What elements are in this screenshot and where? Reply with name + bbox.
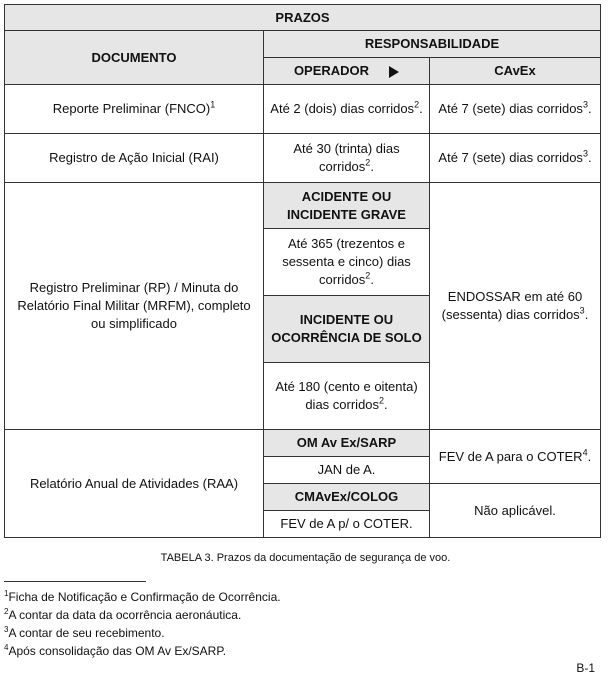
footnote-ref: 2 — [365, 157, 371, 168]
footnote-ref: 2 — [379, 395, 385, 406]
doc-cell: Registro de Ação Inicial (RAI) — [5, 134, 264, 183]
footnote-item — [4, 642, 281, 660]
footnote-ref: 1 — [210, 99, 216, 110]
doc-cell — [5, 85, 264, 134]
rp-doc-cell: Registro Preliminar (RP) / Minuta do Relatório Final Militar (MRFM), completo ou simplificado — [5, 183, 264, 430]
page-number: B-1 — [576, 661, 595, 675]
header-responsabilidade: RESPONSABILIDADE — [264, 31, 601, 58]
rp-sub1-text: Até 365 (trezentos e sessenta e cinco) dias corridos — [282, 236, 411, 287]
rp-cavex-cell: ENDOSSAR em até 60 (sessenta) dias corridos$^3$. — [430, 183, 601, 430]
raa-sub2-value: FEV de A p/ o COTER. — [264, 511, 430, 538]
footnote-text: A contar de seu recebimento. — [8, 626, 165, 640]
footnote-item — [4, 606, 281, 624]
operador-text: Até 2 (dois) dias corridos — [270, 101, 415, 116]
prazos-table — [4, 4, 601, 538]
footnote-item — [4, 624, 281, 642]
footnote-num: 1 — [4, 589, 9, 598]
footnote-divider — [4, 581, 146, 582]
table-row — [5, 85, 601, 134]
raa-doc-cell: Relatório Anual de Atividades (RAA) — [5, 430, 264, 538]
rp-sub1-title: ACIDENTE OU INCIDENTE GRAVE — [264, 183, 430, 229]
rp-cavex-text: ENDOSSAR em até 60 (sessenta) dias corridos — [441, 289, 583, 322]
cavex-text: Até 7 (sete) dias corridos — [438, 150, 583, 165]
table-caption: TABELA 3. Prazos da documentação de segurança de voo. — [160, 552, 451, 564]
footnote-text: A contar da data da ocorrência aeronáutica. — [8, 608, 242, 622]
footnote-text: Após consolidação das OM Av Ex/SARP. — [8, 644, 227, 658]
raa-sub2-title: CMAvEx/COLOG — [264, 484, 430, 511]
header-documento: DOCUMENTO — [5, 31, 264, 85]
footnote-num: 2 — [4, 607, 9, 616]
footnote-num: 3 — [4, 625, 9, 634]
doc-text: Reporte Preliminar (FNCO) — [52, 101, 211, 116]
footnote-ref: 3 — [579, 305, 585, 316]
footnote-item — [4, 588, 281, 606]
raa-cavex2-cell: Não aplicável. — [430, 484, 601, 538]
operador-text: Até 30 (trinta) dias corridos — [293, 141, 400, 174]
footnote-ref: 2 — [414, 99, 420, 110]
footnote-ref: 2 — [365, 270, 371, 281]
arrow-right-icon — [389, 66, 399, 78]
rp-sub1-value: Até 365 (trezentos e sessenta e cinco) dias corridos$^2$. — [264, 229, 430, 296]
footnote-text: Ficha de Notificação e Confirmação de Ocorrência. — [8, 590, 281, 604]
table-row — [5, 134, 601, 183]
operador-cell: Até 2 (dois) dias corridos$^2$. — [264, 85, 430, 134]
operador-cell: Até 30 (trinta) dias corridos$^2$. — [264, 134, 430, 183]
footnote-ref: 3 — [582, 148, 588, 159]
footnotes — [4, 588, 281, 660]
footnote-ref: 4 — [582, 447, 588, 458]
rp-sub2-value: Até 180 (cento e oitenta) dias corridos$^2$. — [264, 363, 430, 430]
cavex-text: Até 7 (sete) dias corridos — [438, 101, 583, 116]
rp-sub2-text: Até 180 (cento e oitenta) dias corridos — [275, 379, 418, 412]
header-cavex: CAvEx — [430, 58, 601, 85]
raa-sub1-value: JAN de A. — [264, 457, 430, 484]
table-title: PRAZOS — [5, 5, 601, 31]
footnote-num: 4 — [4, 643, 9, 652]
raa-sub1-title: OM Av Ex/SARP — [264, 430, 430, 457]
cavex-cell: Até 7 (sete) dias corridos$^3$. — [430, 85, 601, 134]
footnote-ref: 3 — [582, 99, 588, 110]
cavex-cell: Até 7 (sete) dias corridos$^3$. — [430, 134, 601, 183]
rp-sub2-title: INCIDENTE OU OCORRÊNCIA DE SOLO — [264, 296, 430, 363]
header-operador-label: OPERADOR — [293, 63, 370, 78]
header-operador — [264, 58, 430, 85]
raa-cavex1-text: FEV de A para o COTER — [438, 448, 583, 464]
raa-cavex1-cell: FEV de A para o COTER$^4$. — [430, 430, 601, 484]
